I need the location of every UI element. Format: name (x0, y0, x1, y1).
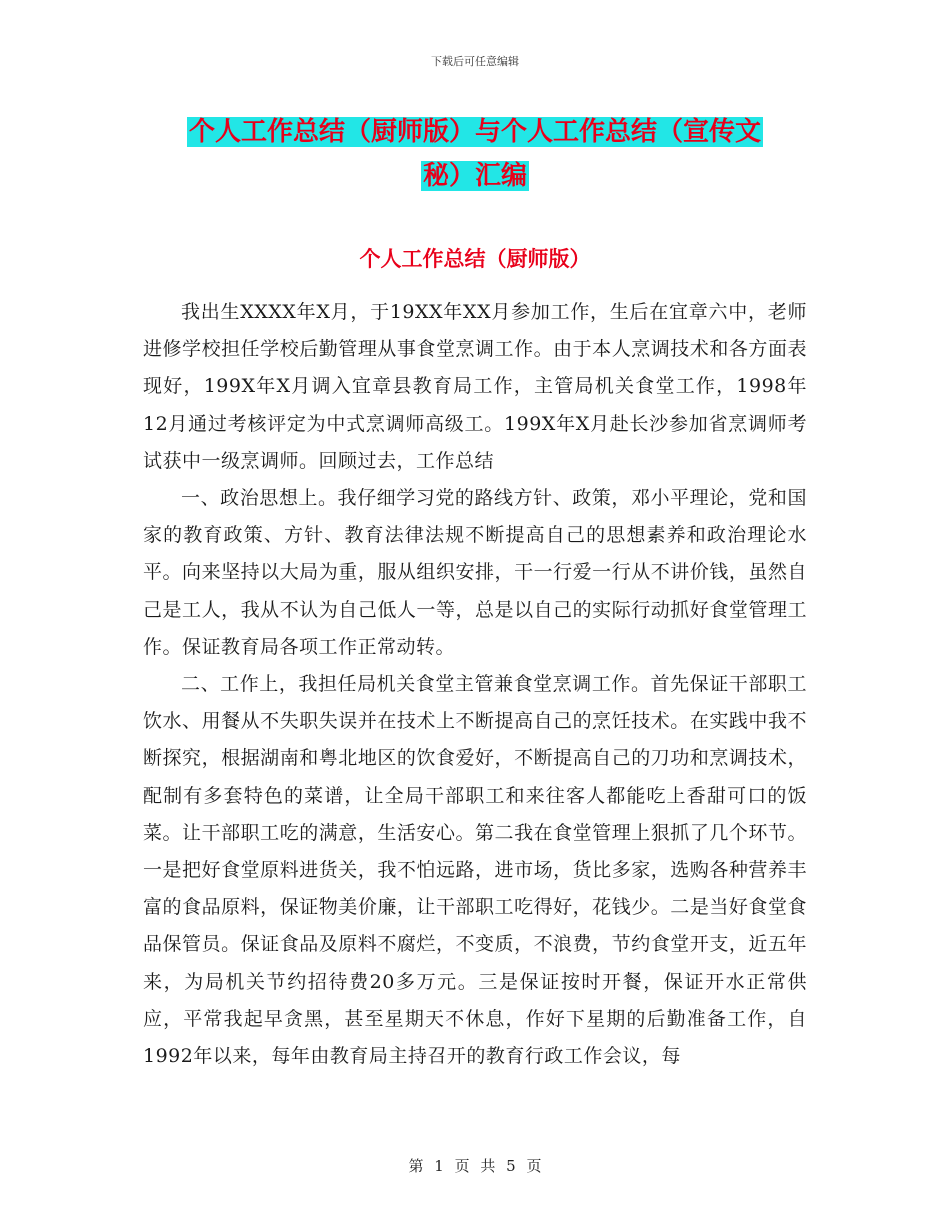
document-title-line-2: 秘）汇编 (422, 161, 527, 191)
paragraph: 我出生XXXX年X月，于19XX年XX月参加工作，生后在宜章六中，老师进修学校担任学校后勤管理从事食堂烹调工作。由于本人烹调技术和各方面表现好，199X年X月调入宜章县教育局工作，主管局机关食堂工作，1998年12月通过考核评定为中式烹调师高级工。199X年X月赴长沙参加省烹调师考试获中一级烹调师。回顾过去，工作总结 (143, 301, 807, 472)
header-note: 下载后可任意编辑 (431, 55, 519, 68)
page-footer: 第 1 页 共 5 页 (408, 1157, 542, 1175)
document-title (0, 110, 950, 198)
paragraph: 二、工作上，我担任局机关食堂主管兼食堂烹调工作。首先保证干部职工饮水、用餐从不失职失误并在技术上不断提高自己的烹饪技术。在实践中我不断探究，根据湖南和粤北地区的饮食爱好，不断提高自己的刀功和烹调技术，配制有多套特色的菜谱，让全局干部职工和来往客人都能吃上香甜可口的饭菜。让干部职工吃的满意，生活安心。第二我在食堂管理上狠抓了几个环节。一是把好食堂原料进货关，我不怕远路，进市场，货比多家，选购各种营养丰富的食品原料，保证物美价廉，让干部职工吃得好，花钱少。二是当好食堂食品保管员。保证食品及原料不腐烂，不变质，不浪费，节约食堂开支，近五年来，为局机关节约招待费20多万元。三是保证按时开餐，保证开水正常供应，平常我起早贪黑，甚至星期天不休息，作好下星期的后勤准备工作，自1992年以来，每年由教育局主持召开的教育行政工作会议，每 (143, 673, 807, 1068)
section-title: 个人工作总结（厨师版） (359, 246, 591, 271)
document-title-line-1: 个人工作总结（厨师版）与个人工作总结（宣传文 (188, 117, 761, 147)
paragraph: 一、政治思想上。我仔细学习党的路线方针、政策，邓小平理论，党和国家的教育政策、方针、教育法律法规不断提高自己的思想素养和政治理论水平。向来坚持以大局为重，服从组织安排，干一行爱一行从不讲价钱，虽然自己是工人，我从不认为自己低人一等，总是以自己的实际行动抓好食堂管理工作。保证教育局各项工作正常动转。 (143, 487, 807, 658)
body-text (143, 294, 807, 1075)
